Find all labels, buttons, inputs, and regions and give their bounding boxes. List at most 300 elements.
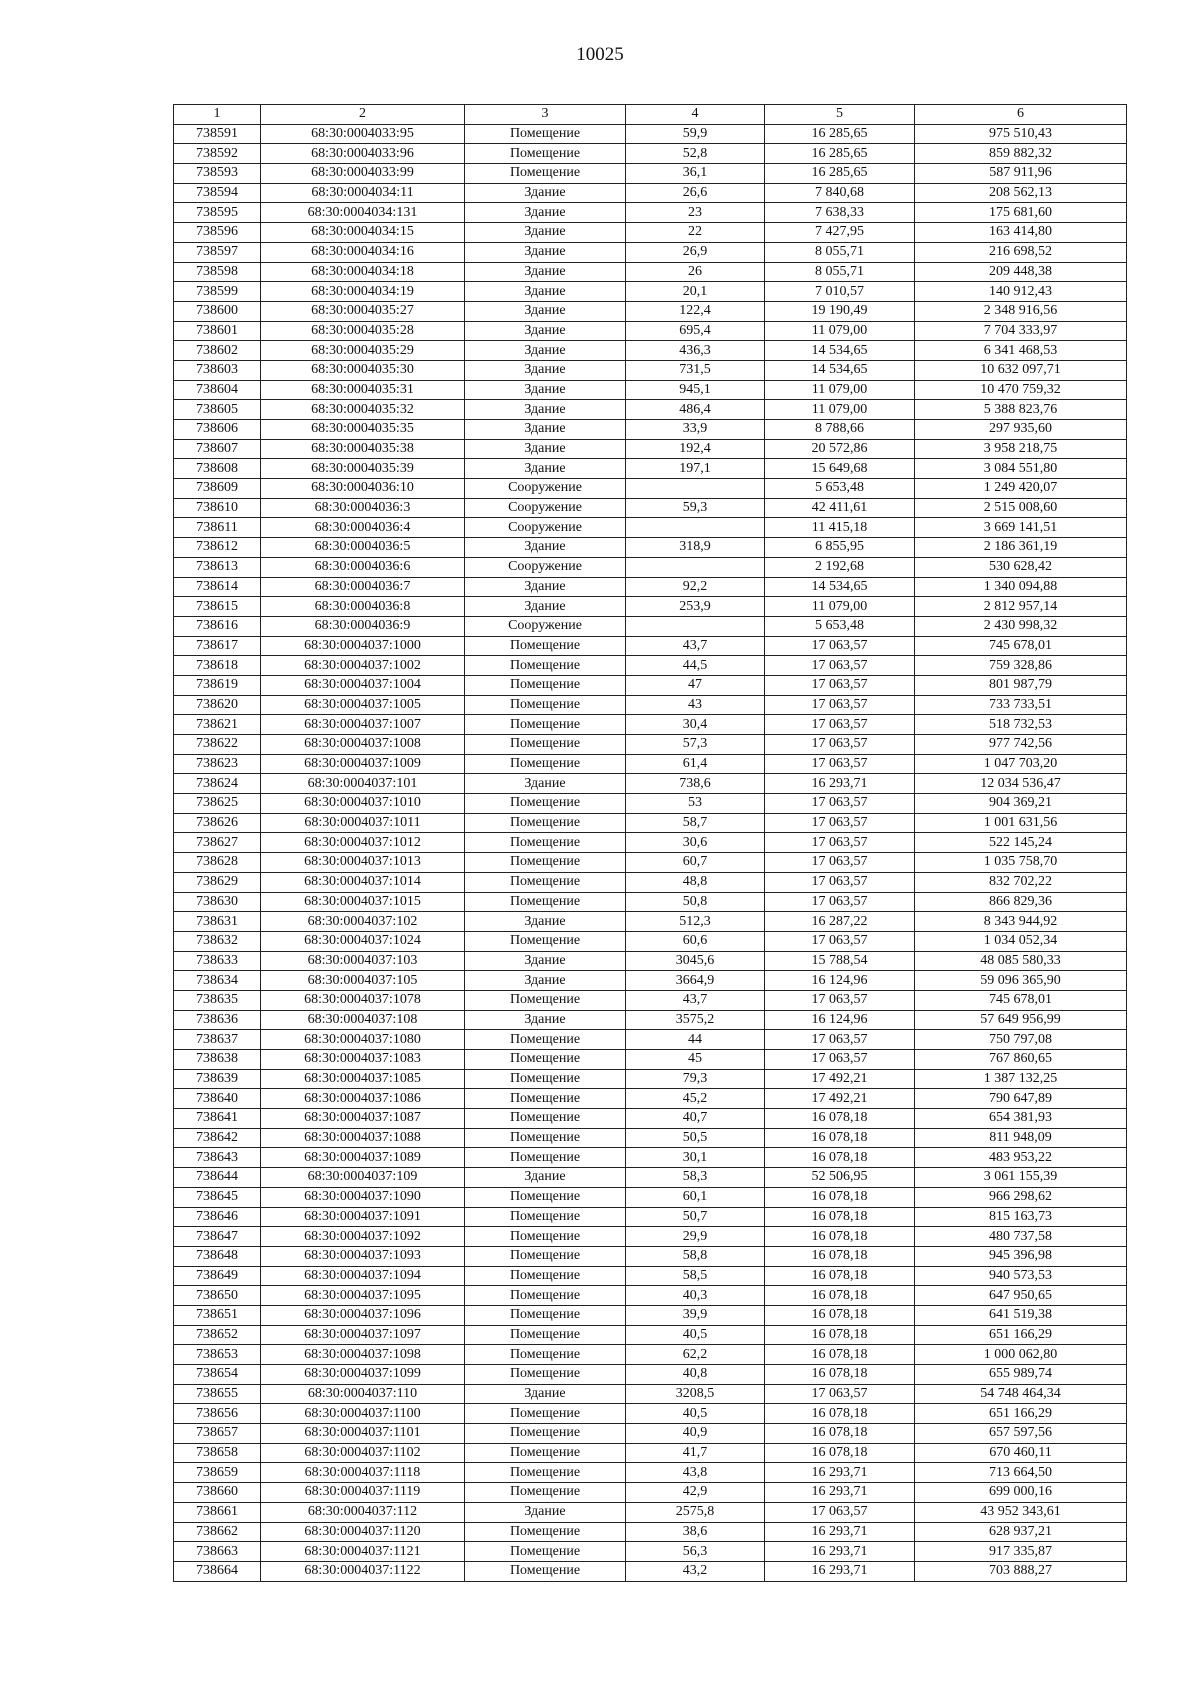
cadastral-value-cell: 3 061 155,39	[915, 1168, 1127, 1188]
area-cell: 38,6	[626, 1522, 765, 1542]
object-type-cell: Здание	[465, 380, 626, 400]
unit-value-cell: 16 078,18	[765, 1404, 915, 1424]
cadastral-value-cell: 859 882,32	[915, 144, 1127, 164]
row-number-cell: 738661	[174, 1502, 261, 1522]
cadastral-number-cell: 68:30:0004037:1094	[261, 1266, 465, 1286]
cadastral-number-cell: 68:30:0004037:103	[261, 951, 465, 971]
row-number-cell: 738628	[174, 853, 261, 873]
table-row	[174, 872, 1127, 892]
cadastral-value-cell: 940 573,53	[915, 1266, 1127, 1286]
unit-value-cell: 14 534,65	[765, 577, 915, 597]
object-type-cell: Здание	[465, 912, 626, 932]
row-number-cell: 738607	[174, 439, 261, 459]
cadastral-number-cell: 68:30:0004037:1015	[261, 892, 465, 912]
table-row	[174, 144, 1127, 164]
object-type-cell: Помещение	[465, 735, 626, 755]
table-row	[174, 892, 1127, 912]
cadastral-value-cell: 657 597,56	[915, 1424, 1127, 1444]
area-cell: 486,4	[626, 400, 765, 420]
area-cell: 3575,2	[626, 1010, 765, 1030]
area-cell: 29,9	[626, 1227, 765, 1247]
row-number-cell: 738616	[174, 616, 261, 636]
object-type-cell: Сооружение	[465, 557, 626, 577]
unit-value-cell: 14 534,65	[765, 341, 915, 361]
cadastral-number-cell: 68:30:0004034:19	[261, 282, 465, 302]
table-row	[174, 715, 1127, 735]
row-number-cell: 738643	[174, 1148, 261, 1168]
unit-value-cell: 17 063,57	[765, 636, 915, 656]
unit-value-cell: 17 492,21	[765, 1069, 915, 1089]
cadastral-value-cell: 163 414,80	[915, 223, 1127, 243]
cadastral-number-cell: 68:30:0004037:1097	[261, 1325, 465, 1345]
object-type-cell: Здание	[465, 1502, 626, 1522]
area-cell: 56,3	[626, 1542, 765, 1562]
area-cell: 45	[626, 1050, 765, 1070]
cadastral-number-cell: 68:30:0004037:109	[261, 1168, 465, 1188]
cadastral-number-cell: 68:30:0004037:102	[261, 912, 465, 932]
row-number-cell: 738626	[174, 813, 261, 833]
unit-value-cell: 8 055,71	[765, 242, 915, 262]
cadastral-number-cell: 68:30:0004034:11	[261, 183, 465, 203]
area-cell: 43,7	[626, 636, 765, 656]
row-number-cell: 738596	[174, 223, 261, 243]
cadastral-value-cell: 208 562,13	[915, 183, 1127, 203]
table-row	[174, 439, 1127, 459]
area-cell: 40,3	[626, 1286, 765, 1306]
area-cell: 59,9	[626, 124, 765, 144]
unit-value-cell: 11 079,00	[765, 597, 915, 617]
cadastral-number-cell: 68:30:0004034:16	[261, 242, 465, 262]
table-row	[174, 1345, 1127, 1365]
row-number-cell: 738659	[174, 1463, 261, 1483]
table-row	[174, 1286, 1127, 1306]
cadastral-value-cell: 713 664,50	[915, 1463, 1127, 1483]
cadastral-value-cell: 1 387 132,25	[915, 1069, 1127, 1089]
cadastral-number-cell: 68:30:0004037:1012	[261, 833, 465, 853]
cadastral-value-cell: 6 341 468,53	[915, 341, 1127, 361]
object-type-cell: Помещение	[465, 794, 626, 814]
cadastral-number-cell: 68:30:0004037:1095	[261, 1286, 465, 1306]
cadastral-value-cell: 12 034 536,47	[915, 774, 1127, 794]
object-type-cell: Помещение	[465, 1483, 626, 1503]
area-cell: 43,8	[626, 1463, 765, 1483]
area-cell: 512,3	[626, 912, 765, 932]
row-number-cell: 738629	[174, 872, 261, 892]
object-type-cell: Здание	[465, 971, 626, 991]
cadastral-value-cell: 866 829,36	[915, 892, 1127, 912]
object-type-cell: Помещение	[465, 1030, 626, 1050]
table-row	[174, 223, 1127, 243]
table-row	[174, 695, 1127, 715]
table-row	[174, 794, 1127, 814]
object-type-cell: Помещение	[465, 1542, 626, 1562]
table-row	[174, 1266, 1127, 1286]
object-type-cell: Здание	[465, 439, 626, 459]
object-type-cell: Здание	[465, 183, 626, 203]
cadastral-value-cell: 3 669 141,51	[915, 518, 1127, 538]
area-cell: 53	[626, 794, 765, 814]
unit-value-cell: 16 078,18	[765, 1325, 915, 1345]
area-cell: 43,2	[626, 1561, 765, 1581]
table-row	[174, 420, 1127, 440]
table-row	[174, 1128, 1127, 1148]
cadastral-number-cell: 68:30:0004037:1004	[261, 675, 465, 695]
cadastral-value-cell: 832 702,22	[915, 872, 1127, 892]
table-row	[174, 183, 1127, 203]
area-cell	[626, 518, 765, 538]
cadastral-value-cell: 43 952 343,61	[915, 1502, 1127, 1522]
cadastral-value-cell: 2 430 998,32	[915, 616, 1127, 636]
row-number-cell: 738637	[174, 1030, 261, 1050]
cadastral-number-cell: 68:30:0004037:1098	[261, 1345, 465, 1365]
object-type-cell: Здание	[465, 321, 626, 341]
cadastral-number-cell: 68:30:0004036:5	[261, 538, 465, 558]
row-number-cell: 738646	[174, 1207, 261, 1227]
cadastral-value-cell: 216 698,52	[915, 242, 1127, 262]
cadastral-value-cell: 2 348 916,56	[915, 301, 1127, 321]
unit-value-cell: 17 063,57	[765, 872, 915, 892]
row-number-cell: 738657	[174, 1424, 261, 1444]
table-row	[174, 282, 1127, 302]
table-row	[174, 1010, 1127, 1030]
table-row	[174, 951, 1127, 971]
cadastral-value-cell: 651 166,29	[915, 1325, 1127, 1345]
object-type-cell: Сооружение	[465, 518, 626, 538]
cadastral-number-cell: 68:30:0004035:39	[261, 459, 465, 479]
table-row	[174, 656, 1127, 676]
area-cell: 26,6	[626, 183, 765, 203]
row-number-cell: 738608	[174, 459, 261, 479]
table-row	[174, 203, 1127, 223]
cadastral-number-cell: 68:30:0004033:95	[261, 124, 465, 144]
object-type-cell: Сооружение	[465, 479, 626, 499]
area-cell	[626, 616, 765, 636]
cadastral-number-cell: 68:30:0004037:1121	[261, 1542, 465, 1562]
cadastral-number-cell: 68:30:0004037:105	[261, 971, 465, 991]
table-row	[174, 1207, 1127, 1227]
row-number-cell: 738663	[174, 1542, 261, 1562]
cadastral-value-cell: 917 335,87	[915, 1542, 1127, 1562]
cadastral-number-cell: 68:30:0004036:6	[261, 557, 465, 577]
table-row	[174, 1305, 1127, 1325]
row-number-cell: 738602	[174, 341, 261, 361]
cadastral-value-cell: 2 515 008,60	[915, 498, 1127, 518]
table-row	[174, 833, 1127, 853]
cadastral-value-cell: 3 958 218,75	[915, 439, 1127, 459]
table-row	[174, 912, 1127, 932]
object-type-cell: Здание	[465, 242, 626, 262]
table-row	[174, 931, 1127, 951]
object-type-cell: Помещение	[465, 931, 626, 951]
table-row	[174, 1030, 1127, 1050]
cadastral-value-cell: 654 381,93	[915, 1109, 1127, 1129]
table-row	[174, 1542, 1127, 1562]
unit-value-cell: 17 492,21	[765, 1089, 915, 1109]
area-cell	[626, 557, 765, 577]
object-type-cell: Помещение	[465, 1286, 626, 1306]
row-number-cell: 738651	[174, 1305, 261, 1325]
unit-value-cell: 6 855,95	[765, 538, 915, 558]
object-type-cell: Здание	[465, 262, 626, 282]
object-type-cell: Здание	[465, 538, 626, 558]
cadastral-number-cell: 68:30:0004034:18	[261, 262, 465, 282]
table-row	[174, 1187, 1127, 1207]
row-number-cell: 738627	[174, 833, 261, 853]
cadastral-value-cell: 647 950,65	[915, 1286, 1127, 1306]
unit-value-cell: 11 415,18	[765, 518, 915, 538]
area-cell: 40,9	[626, 1424, 765, 1444]
area-cell: 26,9	[626, 242, 765, 262]
cadastral-value-cell: 904 369,21	[915, 794, 1127, 814]
unit-value-cell: 16 078,18	[765, 1187, 915, 1207]
unit-value-cell: 7 840,68	[765, 183, 915, 203]
row-number-cell: 738592	[174, 144, 261, 164]
area-cell: 92,2	[626, 577, 765, 597]
cadastral-value-cell: 522 145,24	[915, 833, 1127, 853]
cadastral-value-cell: 811 948,09	[915, 1128, 1127, 1148]
cadastral-value-cell: 1 001 631,56	[915, 813, 1127, 833]
table-row	[174, 813, 1127, 833]
cadastral-number-cell: 68:30:0004037:1101	[261, 1424, 465, 1444]
area-cell: 62,2	[626, 1345, 765, 1365]
cadastral-value-cell: 7 704 333,97	[915, 321, 1127, 341]
object-type-cell: Помещение	[465, 990, 626, 1010]
area-cell: 40,5	[626, 1404, 765, 1424]
area-cell: 50,5	[626, 1128, 765, 1148]
row-number-cell: 738647	[174, 1227, 261, 1247]
cadastral-value-cell: 670 460,11	[915, 1443, 1127, 1463]
unit-value-cell: 16 078,18	[765, 1207, 915, 1227]
unit-value-cell: 16 078,18	[765, 1148, 915, 1168]
row-number-cell: 738597	[174, 242, 261, 262]
object-type-cell: Здание	[465, 420, 626, 440]
table-row	[174, 971, 1127, 991]
object-type-cell: Здание	[465, 951, 626, 971]
cadastral-value-cell: 975 510,43	[915, 124, 1127, 144]
unit-value-cell: 5 653,48	[765, 479, 915, 499]
cadastral-number-cell: 68:30:0004037:1008	[261, 735, 465, 755]
unit-value-cell: 17 063,57	[765, 715, 915, 735]
object-type-cell: Помещение	[465, 715, 626, 735]
table-row	[174, 1384, 1127, 1404]
table-row	[174, 1365, 1127, 1385]
object-type-cell: Здание	[465, 774, 626, 794]
table-row	[174, 479, 1127, 499]
area-cell: 47	[626, 675, 765, 695]
cadastral-number-cell: 68:30:0004034:15	[261, 223, 465, 243]
row-number-cell: 738624	[174, 774, 261, 794]
object-type-cell: Помещение	[465, 892, 626, 912]
cadastral-number-cell: 68:30:0004037:1085	[261, 1069, 465, 1089]
cadastral-number-cell: 68:30:0004036:3	[261, 498, 465, 518]
cadastral-number-cell: 68:30:0004037:1005	[261, 695, 465, 715]
row-number-cell: 738634	[174, 971, 261, 991]
cadastral-value-cell: 628 937,21	[915, 1522, 1127, 1542]
row-number-cell: 738653	[174, 1345, 261, 1365]
cadastral-number-cell: 68:30:0004037:1078	[261, 990, 465, 1010]
unit-value-cell: 16 078,18	[765, 1128, 915, 1148]
object-type-cell: Помещение	[465, 1089, 626, 1109]
row-number-cell: 738591	[174, 124, 261, 144]
cadastral-value-cell: 175 681,60	[915, 203, 1127, 223]
area-cell: 122,4	[626, 301, 765, 321]
area-cell: 23	[626, 203, 765, 223]
cadastral-value-cell: 703 888,27	[915, 1561, 1127, 1581]
unit-value-cell: 16 285,65	[765, 124, 915, 144]
unit-value-cell: 16 078,18	[765, 1365, 915, 1385]
column-header-6: 6	[915, 105, 1127, 125]
table-row	[174, 242, 1127, 262]
unit-value-cell: 15 649,68	[765, 459, 915, 479]
row-number-cell: 738638	[174, 1050, 261, 1070]
area-cell: 60,7	[626, 853, 765, 873]
row-number-cell: 738620	[174, 695, 261, 715]
row-number-cell: 738660	[174, 1483, 261, 1503]
unit-value-cell: 16 293,71	[765, 1542, 915, 1562]
column-header-4: 4	[626, 105, 765, 125]
row-number-cell: 738613	[174, 557, 261, 577]
row-number-cell: 738623	[174, 754, 261, 774]
table-row	[174, 1424, 1127, 1444]
table-row	[174, 1089, 1127, 1109]
unit-value-cell: 8 055,71	[765, 262, 915, 282]
object-type-cell: Помещение	[465, 872, 626, 892]
cadastral-number-cell: 68:30:0004035:27	[261, 301, 465, 321]
unit-value-cell: 42 411,61	[765, 498, 915, 518]
unit-value-cell: 2 192,68	[765, 557, 915, 577]
object-type-cell: Помещение	[465, 1050, 626, 1070]
cadastral-number-cell: 68:30:0004037:1096	[261, 1305, 465, 1325]
column-header-2: 2	[261, 105, 465, 125]
cadastral-number-cell: 68:30:0004037:110	[261, 1384, 465, 1404]
cadastral-value-cell: 48 085 580,33	[915, 951, 1127, 971]
cadastral-value-cell: 5 388 823,76	[915, 400, 1127, 420]
area-cell: 192,4	[626, 439, 765, 459]
row-number-cell: 738652	[174, 1325, 261, 1345]
cadastral-number-cell: 68:30:0004035:32	[261, 400, 465, 420]
cadastral-value-cell: 745 678,01	[915, 636, 1127, 656]
object-type-cell: Помещение	[465, 1365, 626, 1385]
area-cell: 52,8	[626, 144, 765, 164]
table-row	[174, 853, 1127, 873]
cadastral-number-cell: 68:30:0004035:29	[261, 341, 465, 361]
unit-value-cell: 11 079,00	[765, 380, 915, 400]
row-number-cell: 738630	[174, 892, 261, 912]
area-cell: 20,1	[626, 282, 765, 302]
unit-value-cell: 17 063,57	[765, 813, 915, 833]
area-cell: 197,1	[626, 459, 765, 479]
unit-value-cell: 16 078,18	[765, 1286, 915, 1306]
cadastral-number-cell: 68:30:0004033:99	[261, 164, 465, 184]
object-type-cell: Здание	[465, 459, 626, 479]
area-cell: 30,4	[626, 715, 765, 735]
area-cell: 61,4	[626, 754, 765, 774]
area-cell: 79,3	[626, 1069, 765, 1089]
unit-value-cell: 8 788,66	[765, 420, 915, 440]
cadastral-value-cell: 801 987,79	[915, 675, 1127, 695]
unit-value-cell: 16 078,18	[765, 1246, 915, 1266]
object-type-cell: Помещение	[465, 1404, 626, 1424]
cadastral-number-cell: 68:30:0004037:1122	[261, 1561, 465, 1581]
table-row	[174, 1463, 1127, 1483]
cadastral-value-cell: 1 047 703,20	[915, 754, 1127, 774]
unit-value-cell: 16 078,18	[765, 1345, 915, 1365]
unit-value-cell: 16 293,71	[765, 774, 915, 794]
unit-value-cell: 17 063,57	[765, 794, 915, 814]
object-type-cell: Помещение	[465, 813, 626, 833]
cadastral-number-cell: 68:30:0004036:7	[261, 577, 465, 597]
page-number: 10025	[576, 44, 624, 65]
cadastral-number-cell: 68:30:0004035:31	[261, 380, 465, 400]
object-type-cell: Помещение	[465, 1246, 626, 1266]
object-type-cell: Здание	[465, 577, 626, 597]
table-row	[174, 301, 1127, 321]
object-type-cell: Здание	[465, 301, 626, 321]
row-number-cell: 738622	[174, 735, 261, 755]
cadastral-value-cell: 641 519,38	[915, 1305, 1127, 1325]
object-type-cell: Помещение	[465, 1266, 626, 1286]
unit-value-cell: 17 063,57	[765, 853, 915, 873]
area-cell: 50,7	[626, 1207, 765, 1227]
area-cell: 44,5	[626, 656, 765, 676]
cadastral-value-cell: 140 912,43	[915, 282, 1127, 302]
table-row	[174, 498, 1127, 518]
table-row	[174, 518, 1127, 538]
row-number-cell: 738656	[174, 1404, 261, 1424]
area-cell: 33,9	[626, 420, 765, 440]
object-type-cell: Здание	[465, 400, 626, 420]
unit-value-cell: 7 638,33	[765, 203, 915, 223]
unit-value-cell: 16 285,65	[765, 164, 915, 184]
cadastral-number-cell: 68:30:0004037:1007	[261, 715, 465, 735]
cadastral-number-cell: 68:30:0004036:10	[261, 479, 465, 499]
cadastral-value-cell: 767 860,65	[915, 1050, 1127, 1070]
cadastral-number-cell: 68:30:0004037:1000	[261, 636, 465, 656]
object-type-cell: Помещение	[465, 695, 626, 715]
row-number-cell: 738618	[174, 656, 261, 676]
object-type-cell: Здание	[465, 1384, 626, 1404]
unit-value-cell: 16 287,22	[765, 912, 915, 932]
unit-value-cell: 16 078,18	[765, 1424, 915, 1444]
object-type-cell: Здание	[465, 360, 626, 380]
table-row	[174, 1227, 1127, 1247]
unit-value-cell: 16 293,71	[765, 1463, 915, 1483]
cadastral-number-cell: 68:30:0004037:1010	[261, 794, 465, 814]
object-type-cell: Сооружение	[465, 498, 626, 518]
object-type-cell: Помещение	[465, 1227, 626, 1247]
cadastral-value-cell: 483 953,22	[915, 1148, 1127, 1168]
area-cell: 36,1	[626, 164, 765, 184]
table-row	[174, 1502, 1127, 1522]
table-row	[174, 1168, 1127, 1188]
cadastral-value-cell: 699 000,16	[915, 1483, 1127, 1503]
table-row	[174, 1246, 1127, 1266]
unit-value-cell: 16 078,18	[765, 1109, 915, 1129]
table-row	[174, 990, 1127, 1010]
row-number-cell: 738601	[174, 321, 261, 341]
table-row	[174, 754, 1127, 774]
cadastral-number-cell: 68:30:0004034:131	[261, 203, 465, 223]
row-number-cell: 738625	[174, 794, 261, 814]
area-cell: 30,1	[626, 1148, 765, 1168]
object-type-cell: Помещение	[465, 656, 626, 676]
object-type-cell: Сооружение	[465, 616, 626, 636]
cadastral-number-cell: 68:30:0004037:1119	[261, 1483, 465, 1503]
cadastral-number-cell: 68:30:0004037:1118	[261, 1463, 465, 1483]
object-type-cell: Помещение	[465, 833, 626, 853]
row-number-cell: 738631	[174, 912, 261, 932]
row-number-cell: 738604	[174, 380, 261, 400]
